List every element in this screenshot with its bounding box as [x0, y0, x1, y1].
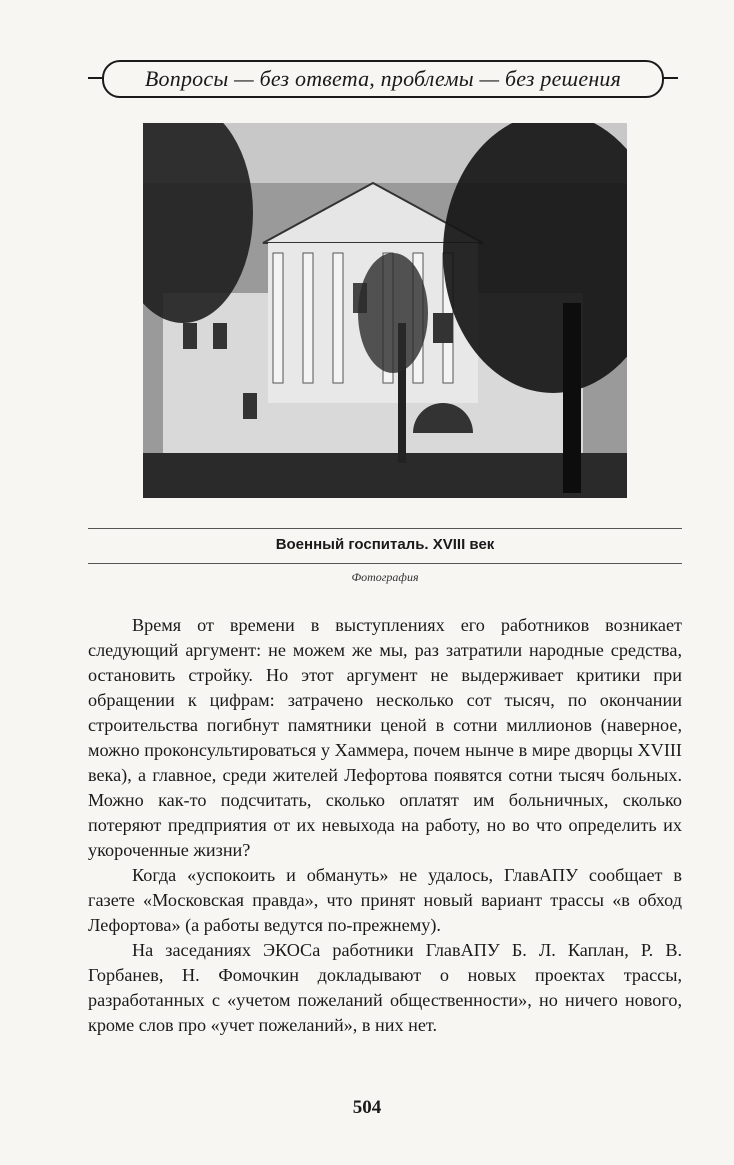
paragraph: Время от времени в выступлениях его работников возникает следующий аргумент: не можем же мы, раз затратили народные средства, остановить стройку. Но этот аргумент не выдерживает критики при обращении к цифрам: затрачено несколько сот тысяч, по окончании строительства погибнут памятники ценой в сотни миллионов (наверное, можно проконсультироваться у Хаммера, почем нынче в мире дворцы XVIII века), а главное, среди жителей Лефортова появятся сотни тысяч больных. Можно как-то подсчитать, сколько оплатят им больничных, сколько потеряют предприятия от их невыхода на работу, но во что определить их укороченные жизни? — [88, 615, 682, 860]
caption-rule-top — [88, 528, 682, 529]
caption-rule-bottom — [88, 563, 682, 564]
figure-caption: Военный госпиталь. XVIII век — [275, 536, 495, 553]
hospital-photograph — [143, 123, 627, 498]
page-number: 504 — [352, 1097, 382, 1118]
body-text — [88, 613, 682, 1038]
header-title: Вопросы — без ответа, проблемы — без решения — [102, 60, 664, 98]
figure-subcaption: Фотография — [351, 570, 419, 584]
paragraph: На заседаниях ЭКОСа работники ГлавАПУ Б. Л. Каплан, Р. В. Горбанев, Н. Фомочкин докладывают о новых проектах трассы, разработанных с «учетом пожеланий общественности», но ничего нового, кроме слов про «учет пожеланий», в них нет. — [88, 940, 682, 1035]
paragraph: Когда «успокоить и обмануть» не удалось, ГлавАПУ сообщает в газете «Московская правда», что принят новый вариант трассы «в обход Лефортова» (а работы ведутся по-прежнему). — [88, 865, 682, 935]
running-header — [88, 60, 678, 96]
